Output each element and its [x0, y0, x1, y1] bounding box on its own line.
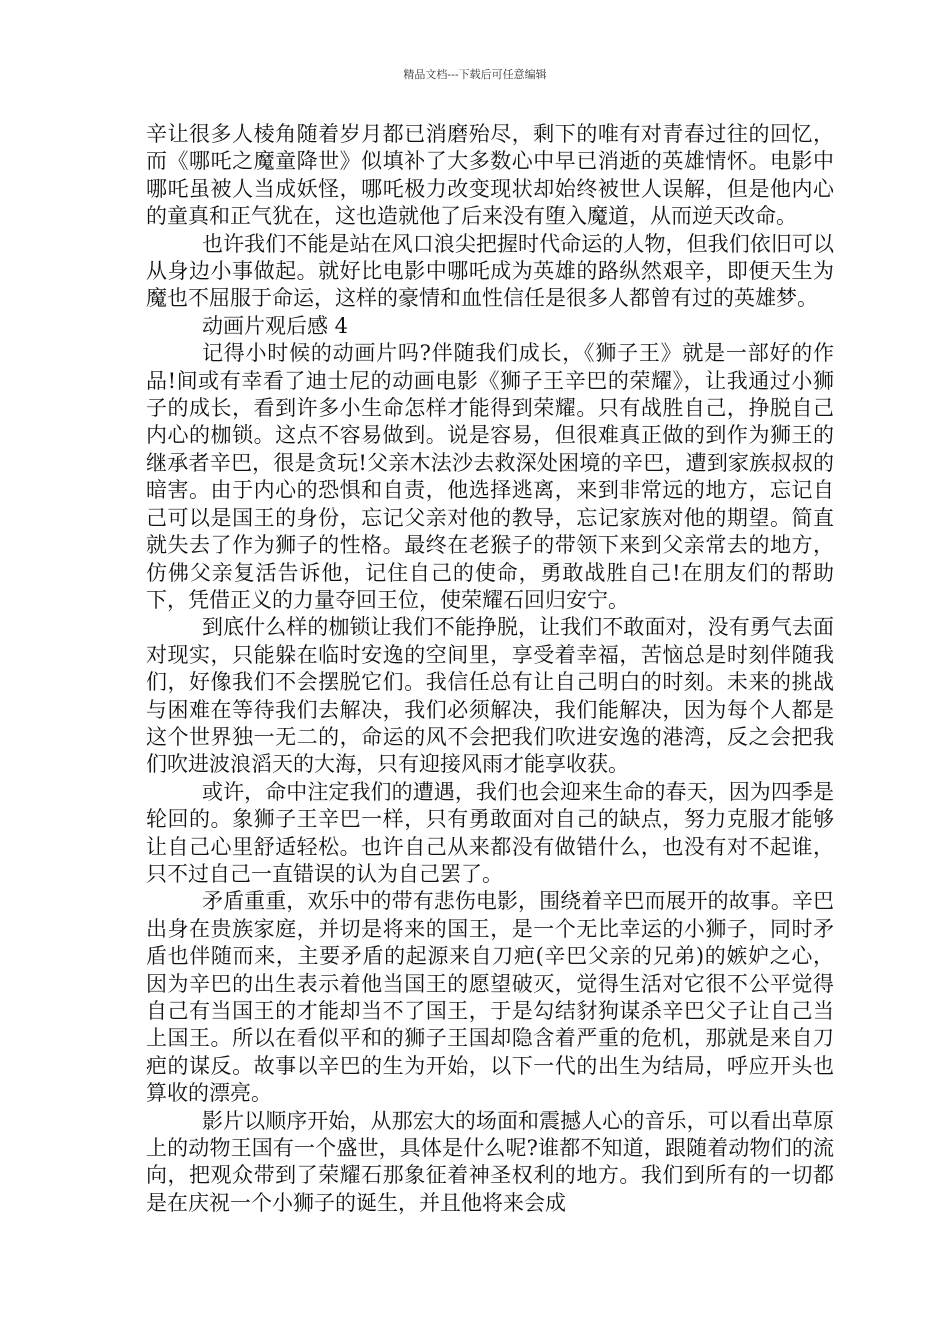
paragraph: 影片以顺序开始，从那宏大的场面和震撼人心的音乐，可以看出草原上的动物王国有一个盛世，具体是什么呢?谁都不知道，跟随着动物们的流向，把观众带到了荣耀石那象征着神圣权利的地方。我们到所有的一切都是在庆祝一个小狮子的诞生，并且他将来会成	[146, 1108, 834, 1215]
paragraph-continuation: 辛让很多人棱角随着岁月都已消磨殆尽，剩下的唯有对青春过往的回忆，而《哪吒之魔童降世》似填补了大多数心中早已消逝的英雄情怀。电影中哪吒虽被人当成妖怪，哪吒极力改变现状却始终被世人误解，但是他内心的童真和正气犹在，这也造就他了后来没有堕入魔道，从而逆天改命。	[146, 122, 834, 229]
paragraph: 也许我们不能是站在风口浪尖把握时代命运的人物，但我们依旧可以从身边小事做起。就好比电影中哪吒成为英雄的路纵然艰辛，即便天生为魔也不屈服于命运，这样的豪情和血性信任是很多人都曾有过的英雄梦。	[146, 231, 834, 311]
document-body	[146, 121, 834, 1217]
paragraph: 到底什么样的枷锁让我们不能挣脱，让我们不敢面对，没有勇气去面对现实，只能躲在临时安逸的空间里，享受着幸福，苦恼总是时刻伴随我们，好像我们不会摆脱它们。我信任总有让自己明白的时刻。未来的挑战与困难在等待我们去解决，我们必须解决，我们能解决，因为每个人都是这个世界独一无二的，命运的风不会把我们吹进安逸的港湾，反之会把我们吹进波浪滔天的大海，只有迎接风雨才能享收获。	[146, 615, 834, 777]
section-heading: 动画片观后感 4	[202, 313, 349, 338]
paragraph: 记得小时候的动画片吗?伴随我们成长，《狮子王》就是一部好的作品!间或有幸看了迪士尼的动画电影《狮子王辛巴的荣耀》，让我通过小狮子的成长，看到许多小生命怎样才能得到荣耀。只有战胜自己，挣脱自己内心的枷锁。这点不容易做到。说是容易，但很难真正做的到作为狮王的继承者辛巴，很是贪玩!父亲木法沙去救深处困境的辛巴，遭到家族叔叔的暗害。由于内心的恐惧和自责，他选择逃离，来到非常远的地方，忘记自己可以是国王的身份，忘记父亲对他的教导，忘记家族对他的期望。简直就失去了作为狮子的性格。最终在老猴子的带领下来到父亲常去的地方，仿佛父亲复活告诉他，记住自己的使命，勇敢战胜自己!在朋友们的帮助下，凭借正义的力量夺回王位，使荣耀石回归安宁。	[146, 341, 834, 612]
paragraph: 或许，命中注定我们的遭遇，我们也会迎来生命的春天，因为四季是轮回的。象狮子王辛巴一样，只有勇敢面对自己的缺点，努力克服才能够让自己心里舒适轻松。也许自己从来都没有做错什么，也没有对不起谁，只不过自己一直错误的认为自己罢了。	[146, 779, 834, 886]
page-header: 精品文档---下载后可任意编辑	[403, 68, 547, 81]
paragraph: 矛盾重重，欢乐中的带有悲伤电影，围绕着辛巴而展开的故事。辛巴出身在贵族家庭，并切是将来的国王，是一个无比幸运的小狮子，同时矛盾也伴随而来，主要矛盾的起源来自刀疤(辛巴父亲的兄弟)的嫉妒之心，因为辛巴的出生表示着他当国王的愿望破灭，觉得生活对它很不公平觉得自己有当国王的才能却当不了国王，于是勾结豺狗谋杀辛巴父子让自己当上国王。所以在看似平和的狮子王国却隐含着严重的危机，那就是来自刀疤的谋反。故事以辛巴的生为开始，以下一代的出生为结局，呼应开头也算收的漂亮。	[146, 889, 834, 1106]
